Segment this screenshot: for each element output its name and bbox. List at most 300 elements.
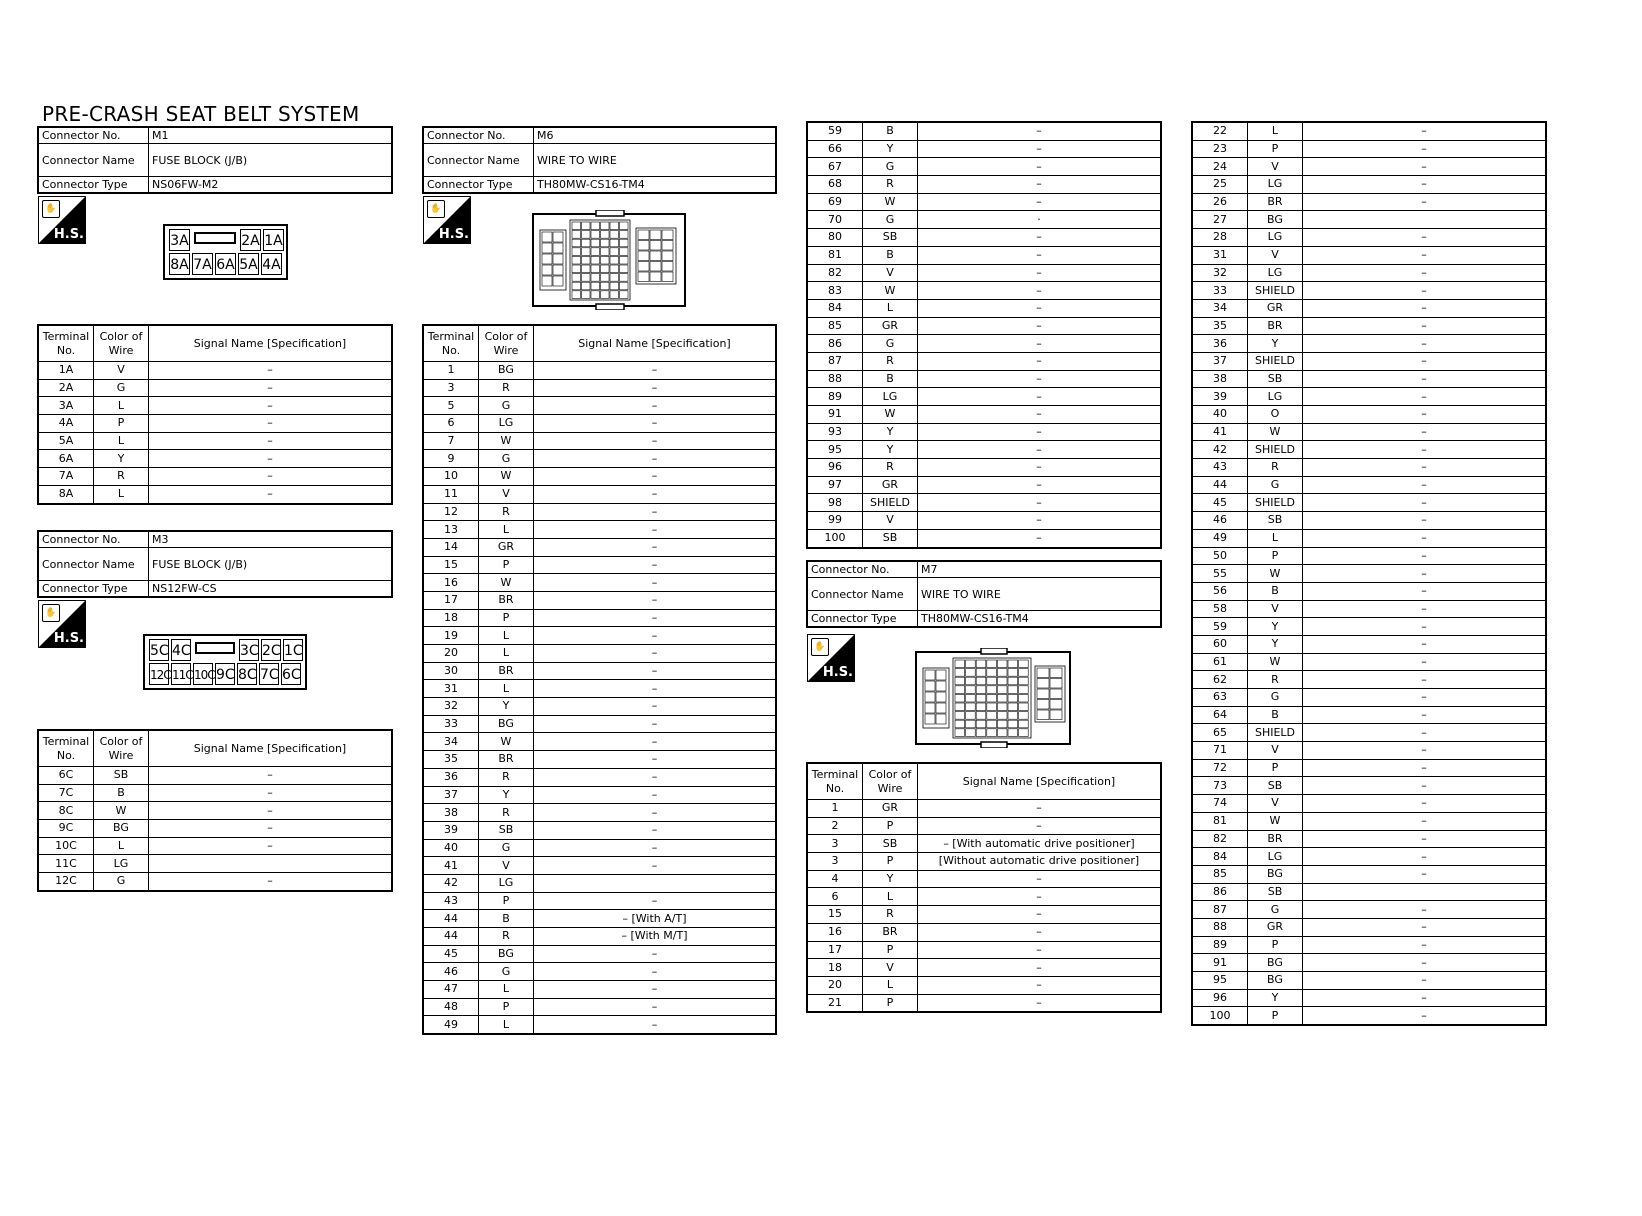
signal-name-cell: – bbox=[1303, 635, 1547, 653]
terminal-no-cell: 91 bbox=[1192, 954, 1248, 972]
connector-m1-info bbox=[37, 126, 393, 194]
signal-name-cell: – bbox=[1303, 176, 1547, 194]
terminal-no-cell: 100 bbox=[1192, 1007, 1248, 1025]
terminal-no-cell: 15 bbox=[423, 556, 479, 574]
signal-name-cell bbox=[1303, 211, 1547, 229]
signal-name-cell bbox=[1303, 883, 1547, 901]
wire-color-cell: LG bbox=[1248, 176, 1303, 194]
signal-name-cell bbox=[534, 874, 777, 892]
terminal-no-cell: 98 bbox=[807, 494, 863, 512]
wire-color-cell: W bbox=[1248, 653, 1303, 671]
table-row bbox=[423, 574, 776, 592]
terminal-no-cell: 34 bbox=[423, 733, 479, 751]
signal-name-cell: – bbox=[918, 529, 1162, 547]
wire-color-cell: G bbox=[94, 873, 149, 891]
terminal-cavity: 4C bbox=[171, 639, 191, 661]
signal-name-cell: – bbox=[918, 459, 1162, 477]
header-terminal-no: Terminal No. bbox=[807, 763, 863, 800]
table-row bbox=[807, 388, 1161, 406]
wire-color-cell: P bbox=[1248, 759, 1303, 777]
signal-name-cell: – bbox=[1303, 193, 1547, 211]
wire-color-cell: SB bbox=[94, 767, 149, 785]
table-row bbox=[1192, 689, 1546, 707]
terminal-no-cell: 59 bbox=[1192, 618, 1248, 636]
table-row bbox=[1192, 830, 1546, 848]
terminal-no-cell: 49 bbox=[1192, 529, 1248, 547]
connector-m1-pin-table-wrap bbox=[37, 324, 393, 505]
terminal-no-cell: 26 bbox=[1192, 193, 1248, 211]
wire-color-cell: R bbox=[863, 906, 918, 924]
signal-name-cell: – bbox=[918, 388, 1162, 406]
terminal-no-cell: 39 bbox=[423, 821, 479, 839]
terminal-no-cell: 72 bbox=[1192, 759, 1248, 777]
wire-color-cell: LG bbox=[1248, 264, 1303, 282]
terminal-no-cell: 10 bbox=[423, 468, 479, 486]
signal-name-cell: – bbox=[918, 441, 1162, 459]
table-row bbox=[807, 976, 1161, 994]
terminal-no-cell: 73 bbox=[1192, 777, 1248, 795]
signal-name-cell: – bbox=[1303, 954, 1547, 972]
terminal-cavity: 3A bbox=[169, 229, 190, 251]
wire-color-cell: V bbox=[1248, 600, 1303, 618]
connector-type-value: NS12FW-CS bbox=[149, 581, 393, 598]
signal-name-cell: – bbox=[534, 821, 777, 839]
terminal-no-cell: 33 bbox=[423, 715, 479, 733]
signal-name-cell: – bbox=[918, 494, 1162, 512]
connector-m7-pin-table-continued bbox=[1191, 121, 1547, 1026]
signal-name-cell: – bbox=[918, 246, 1162, 264]
wire-color-cell: BG bbox=[479, 362, 534, 380]
table-row bbox=[1192, 865, 1546, 883]
connector-m7-section bbox=[806, 560, 1162, 628]
signal-name-cell: – bbox=[534, 998, 777, 1016]
table-row bbox=[1192, 246, 1546, 264]
terminal-no-cell: 88 bbox=[1192, 918, 1248, 936]
table-row bbox=[807, 299, 1161, 317]
signal-name-cell: – bbox=[534, 981, 777, 999]
signal-name-cell: – bbox=[1303, 989, 1547, 1007]
wire-color-cell: P bbox=[479, 556, 534, 574]
wire-color-cell: P bbox=[863, 853, 918, 871]
signal-name-cell: – bbox=[918, 282, 1162, 300]
table-row bbox=[1192, 795, 1546, 813]
table-row bbox=[1192, 193, 1546, 211]
terminal-cavity: 3C bbox=[239, 639, 259, 661]
terminal-no-cell: 11C bbox=[38, 855, 94, 873]
wire-color-cell: Y bbox=[479, 786, 534, 804]
signal-name-cell: [Without automatic drive positioner] bbox=[918, 853, 1162, 871]
terminal-no-cell: 67 bbox=[807, 158, 863, 176]
signal-name-cell: – bbox=[534, 415, 777, 433]
signal-name-cell: – bbox=[918, 941, 1162, 959]
table-row bbox=[1192, 671, 1546, 689]
signal-name-cell: – bbox=[1303, 671, 1547, 689]
table-row bbox=[38, 784, 392, 802]
connector-no-value: M7 bbox=[918, 561, 1162, 578]
terminal-no-cell: 36 bbox=[423, 768, 479, 786]
terminal-no-cell: 93 bbox=[807, 423, 863, 441]
wire-color-cell: R bbox=[479, 804, 534, 822]
table-row bbox=[1192, 388, 1546, 406]
terminal-no-cell: 6 bbox=[423, 415, 479, 433]
signal-name-cell: – bbox=[1303, 812, 1547, 830]
signal-name-cell: – bbox=[1303, 140, 1547, 158]
signal-name-cell: – bbox=[534, 468, 777, 486]
connector-m7-pin-table bbox=[806, 762, 1162, 1013]
terminal-no-cell: 85 bbox=[807, 317, 863, 335]
terminal-no-cell: 2A bbox=[38, 379, 94, 397]
terminal-no-cell: 24 bbox=[1192, 158, 1248, 176]
wire-color-cell: B bbox=[863, 122, 918, 140]
signal-name-cell: – bbox=[1303, 494, 1547, 512]
table-row bbox=[807, 229, 1161, 247]
table-row bbox=[807, 158, 1161, 176]
header-signal-name: Signal Name [Specification] bbox=[918, 763, 1162, 800]
table-row bbox=[807, 140, 1161, 158]
terminal-no-cell: 2 bbox=[807, 817, 863, 835]
wire-color-cell: G bbox=[94, 379, 149, 397]
wire-color-cell: G bbox=[479, 963, 534, 981]
signal-name-cell: – bbox=[918, 370, 1162, 388]
signal-name-cell: – bbox=[149, 362, 393, 380]
wire-color-cell: R bbox=[863, 352, 918, 370]
signal-name-cell: – bbox=[534, 503, 777, 521]
header-color-of-wire: Color of Wire bbox=[94, 730, 149, 767]
terminal-no-cell: 41 bbox=[1192, 423, 1248, 441]
signal-name-cell: · bbox=[918, 211, 1162, 229]
wire-color-cell: B bbox=[1248, 582, 1303, 600]
wire-color-cell: V bbox=[479, 485, 534, 503]
table-row bbox=[807, 923, 1161, 941]
table-row bbox=[807, 994, 1161, 1012]
table-row bbox=[423, 768, 776, 786]
table-row bbox=[1192, 512, 1546, 530]
wire-color-cell: SB bbox=[1248, 883, 1303, 901]
table-row bbox=[1192, 317, 1546, 335]
wire-color-cell: BR bbox=[479, 662, 534, 680]
table-row bbox=[807, 406, 1161, 424]
connector-no-value: M6 bbox=[534, 127, 777, 144]
terminal-no-cell: 20 bbox=[423, 645, 479, 663]
terminal-cavity: 5C bbox=[149, 639, 169, 661]
table-row bbox=[423, 751, 776, 769]
wire-color-cell: Y bbox=[479, 698, 534, 716]
wire-color-cell: V bbox=[94, 362, 149, 380]
terminal-no-cell: 55 bbox=[1192, 565, 1248, 583]
signal-name-cell: – bbox=[534, 574, 777, 592]
signal-name-cell: – bbox=[918, 229, 1162, 247]
table-row bbox=[423, 928, 776, 946]
table-row bbox=[423, 503, 776, 521]
terminal-no-cell: 88 bbox=[807, 370, 863, 388]
table-row bbox=[423, 450, 776, 468]
table-row bbox=[38, 468, 392, 486]
terminal-cavity: 8C bbox=[237, 663, 257, 685]
wire-color-cell: B bbox=[863, 246, 918, 264]
table-row bbox=[423, 432, 776, 450]
wire-color-cell: Y bbox=[1248, 989, 1303, 1007]
signal-name-cell: – bbox=[149, 450, 393, 468]
signal-name-cell: – bbox=[918, 870, 1162, 888]
signal-name-cell: – bbox=[918, 158, 1162, 176]
terminal-no-cell: 34 bbox=[1192, 299, 1248, 317]
terminal-no-cell: 59 bbox=[807, 122, 863, 140]
terminal-no-cell: 56 bbox=[1192, 582, 1248, 600]
terminal-no-cell: 9 bbox=[423, 450, 479, 468]
wire-color-cell: L bbox=[479, 1016, 534, 1034]
terminal-no-cell: 32 bbox=[423, 698, 479, 716]
signal-name-cell: – bbox=[534, 485, 777, 503]
table-row bbox=[807, 476, 1161, 494]
wire-color-cell: GR bbox=[1248, 918, 1303, 936]
table-row bbox=[1192, 848, 1546, 866]
wire-color-cell: L bbox=[863, 976, 918, 994]
terminal-no-cell: 50 bbox=[1192, 547, 1248, 565]
wire-color-cell: BG bbox=[1248, 211, 1303, 229]
table-row bbox=[1192, 972, 1546, 990]
table-row bbox=[1192, 459, 1546, 477]
wire-color-cell: R bbox=[1248, 671, 1303, 689]
wire-color-cell: P bbox=[863, 994, 918, 1012]
signal-name-cell: – bbox=[1303, 370, 1547, 388]
table-row bbox=[38, 415, 392, 433]
signal-name-cell: – bbox=[534, 892, 777, 910]
signal-name-cell: – bbox=[534, 768, 777, 786]
table-row bbox=[423, 662, 776, 680]
table-row bbox=[423, 468, 776, 486]
signal-name-cell: – bbox=[149, 837, 393, 855]
signal-name-cell: – bbox=[534, 733, 777, 751]
terminal-no-cell: 84 bbox=[1192, 848, 1248, 866]
terminal-no-cell: 12C bbox=[38, 873, 94, 891]
wire-color-cell: Y bbox=[863, 423, 918, 441]
table-row bbox=[807, 441, 1161, 459]
wire-color-cell: SHIELD bbox=[1248, 282, 1303, 300]
connector-m6-info bbox=[422, 126, 777, 194]
terminal-cavity: 7C bbox=[259, 663, 279, 685]
terminal-no-cell: 95 bbox=[1192, 972, 1248, 990]
connector-latch bbox=[195, 642, 235, 654]
wire-color-cell: L bbox=[479, 645, 534, 663]
wire-color-cell: Y bbox=[1248, 635, 1303, 653]
signal-name-cell: – bbox=[1303, 582, 1547, 600]
wire-color-cell: G bbox=[479, 397, 534, 415]
wire-color-cell: SHIELD bbox=[1248, 441, 1303, 459]
table-row bbox=[1192, 299, 1546, 317]
table-row bbox=[38, 837, 392, 855]
terminal-no-cell: 68 bbox=[807, 176, 863, 194]
connector-m7-continued-wrap bbox=[1191, 121, 1547, 1026]
table-row bbox=[38, 767, 392, 785]
signal-name-cell: – bbox=[1303, 229, 1547, 247]
wire-color-cell: G bbox=[479, 839, 534, 857]
wire-color-cell: W bbox=[479, 432, 534, 450]
signal-name-cell: – bbox=[918, 512, 1162, 530]
signal-name-cell: – bbox=[1303, 459, 1547, 477]
terminal-cavity: 9C bbox=[215, 663, 235, 685]
table-row bbox=[807, 211, 1161, 229]
signal-name-cell: – bbox=[1303, 388, 1547, 406]
connector-face-outline bbox=[143, 634, 307, 690]
signal-name-cell: – bbox=[534, 839, 777, 857]
wire-color-cell: Y bbox=[1248, 335, 1303, 353]
signal-name-cell: – bbox=[1303, 122, 1547, 140]
signal-name-cell: – bbox=[1303, 476, 1547, 494]
connector-no-value: M1 bbox=[149, 127, 393, 144]
signal-name-cell: – bbox=[1303, 282, 1547, 300]
signal-name-cell: – [With M/T] bbox=[534, 928, 777, 946]
header-terminal-no: Terminal No. bbox=[38, 730, 94, 767]
connector-name-value: WIRE TO WIRE bbox=[918, 578, 1162, 611]
signal-name-cell: – bbox=[149, 767, 393, 785]
wire-color-cell: L bbox=[479, 521, 534, 539]
terminal-no-cell: 5A bbox=[38, 432, 94, 450]
terminal-no-cell: 40 bbox=[1192, 406, 1248, 424]
terminal-no-cell: 7 bbox=[423, 432, 479, 450]
connector-name-value: FUSE BLOCK (J/B) bbox=[149, 548, 393, 581]
signal-name-cell: – bbox=[918, 906, 1162, 924]
signal-name-cell: – bbox=[918, 352, 1162, 370]
wire-color-cell: SB bbox=[863, 529, 918, 547]
signal-name-cell: – [With A/T] bbox=[534, 910, 777, 928]
table-row bbox=[423, 415, 776, 433]
terminal-no-cell: 86 bbox=[807, 335, 863, 353]
terminal-no-cell: 3A bbox=[38, 397, 94, 415]
terminal-no-cell: 71 bbox=[1192, 742, 1248, 760]
label-connector-no: Connector No. bbox=[38, 127, 149, 144]
wire-color-cell: R bbox=[1248, 459, 1303, 477]
label-connector-type: Connector Type bbox=[38, 177, 149, 194]
wire-color-cell: V bbox=[479, 857, 534, 875]
terminal-cavity: 5A bbox=[238, 253, 259, 275]
table-row bbox=[1192, 282, 1546, 300]
terminal-no-cell: 89 bbox=[807, 388, 863, 406]
table-row bbox=[38, 855, 392, 873]
signal-name-cell: – bbox=[534, 857, 777, 875]
terminal-no-cell: 7A bbox=[38, 468, 94, 486]
wire-color-cell: LG bbox=[1248, 388, 1303, 406]
signal-name-cell: – bbox=[534, 1016, 777, 1034]
table-row bbox=[423, 945, 776, 963]
wire-color-cell: P bbox=[1248, 936, 1303, 954]
table-row bbox=[1192, 936, 1546, 954]
terminal-no-cell: 31 bbox=[423, 680, 479, 698]
signal-name-cell: – bbox=[1303, 689, 1547, 707]
signal-name-cell: – bbox=[1303, 317, 1547, 335]
label-connector-no: Connector No. bbox=[38, 531, 149, 548]
wire-color-cell: W bbox=[479, 468, 534, 486]
wire-color-cell: LG bbox=[94, 855, 149, 873]
wire-color-cell: B bbox=[863, 370, 918, 388]
wire-color-cell: V bbox=[1248, 246, 1303, 264]
harness-side-icon: ✋ H.S. bbox=[423, 196, 471, 244]
wire-color-cell: G bbox=[1248, 689, 1303, 707]
wire-color-cell: V bbox=[1248, 158, 1303, 176]
wire-color-cell: L bbox=[863, 299, 918, 317]
signal-name-cell: – bbox=[534, 627, 777, 645]
wire-color-cell: P bbox=[94, 415, 149, 433]
table-row bbox=[807, 512, 1161, 530]
wire-color-cell: B bbox=[479, 910, 534, 928]
terminal-no-cell: 18 bbox=[807, 959, 863, 977]
wire-color-cell: L bbox=[94, 432, 149, 450]
table-row bbox=[423, 680, 776, 698]
wire-color-cell: P bbox=[479, 998, 534, 1016]
signal-name-cell: – bbox=[1303, 600, 1547, 618]
header-color-of-wire: Color of Wire bbox=[479, 325, 534, 362]
table-row bbox=[1192, 352, 1546, 370]
page-title: PRE-CRASH SEAT BELT SYSTEM bbox=[42, 102, 360, 126]
wire-color-cell: BR bbox=[863, 923, 918, 941]
terminal-no-cell: 33 bbox=[1192, 282, 1248, 300]
table-row bbox=[423, 397, 776, 415]
connector-type-value: NS06FW-M2 bbox=[149, 177, 393, 194]
terminal-no-cell: 30 bbox=[423, 662, 479, 680]
wire-color-cell: W bbox=[1248, 423, 1303, 441]
wire-color-cell: L bbox=[1248, 529, 1303, 547]
connector-m3-pin-table-wrap bbox=[37, 729, 393, 892]
signal-name-cell: – bbox=[918, 335, 1162, 353]
terminal-no-cell: 1 bbox=[423, 362, 479, 380]
wire-color-cell: Y bbox=[1248, 618, 1303, 636]
signal-name-cell: – bbox=[1303, 441, 1547, 459]
terminal-no-cell: 87 bbox=[807, 352, 863, 370]
terminal-no-cell: 97 bbox=[807, 476, 863, 494]
terminal-no-cell: 14 bbox=[423, 538, 479, 556]
wire-color-cell: O bbox=[1248, 406, 1303, 424]
table-row bbox=[807, 800, 1161, 818]
table-row bbox=[807, 193, 1161, 211]
signal-name-cell: – bbox=[1303, 901, 1547, 919]
table-row bbox=[807, 282, 1161, 300]
table-row bbox=[807, 494, 1161, 512]
connector-latch bbox=[194, 232, 236, 244]
wire-color-cell: Y bbox=[863, 441, 918, 459]
signal-name-cell: – bbox=[534, 645, 777, 663]
wire-color-cell: W bbox=[94, 802, 149, 820]
signal-name-cell: – bbox=[1303, 158, 1547, 176]
table-row bbox=[1192, 706, 1546, 724]
wire-color-cell: LG bbox=[863, 388, 918, 406]
connector-m6-section bbox=[422, 126, 777, 194]
terminal-no-cell: 40 bbox=[423, 839, 479, 857]
label-connector-type: Connector Type bbox=[423, 177, 534, 194]
wire-color-cell: Y bbox=[94, 450, 149, 468]
signal-name-cell: – bbox=[534, 804, 777, 822]
table-row bbox=[38, 873, 392, 891]
table-row bbox=[1192, 901, 1546, 919]
terminal-no-cell: 38 bbox=[423, 804, 479, 822]
table-row bbox=[1192, 476, 1546, 494]
terminal-no-cell: 43 bbox=[423, 892, 479, 910]
terminal-no-cell: 17 bbox=[807, 941, 863, 959]
terminal-no-cell: 84 bbox=[807, 299, 863, 317]
table-row bbox=[1192, 954, 1546, 972]
wire-color-cell: R bbox=[479, 768, 534, 786]
table-row bbox=[1192, 582, 1546, 600]
table-row bbox=[807, 529, 1161, 547]
signal-name-cell: – bbox=[1303, 830, 1547, 848]
header-signal-name: Signal Name [Specification] bbox=[149, 730, 393, 767]
wire-color-cell: L bbox=[479, 981, 534, 999]
signal-name-cell: – bbox=[918, 817, 1162, 835]
terminal-no-cell: 42 bbox=[423, 874, 479, 892]
terminal-no-cell: 1 bbox=[807, 800, 863, 818]
table-row bbox=[423, 874, 776, 892]
wire-color-cell: V bbox=[863, 512, 918, 530]
table-row bbox=[1192, 1007, 1546, 1025]
signal-name-cell: – bbox=[918, 959, 1162, 977]
